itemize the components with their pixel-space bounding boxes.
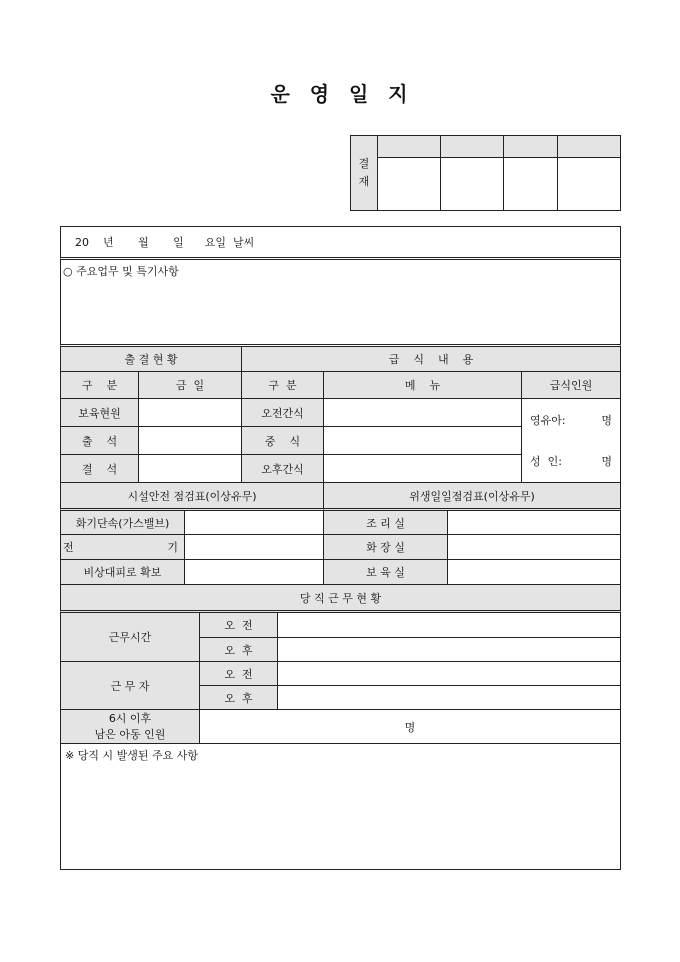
electric-label-left: 전	[63, 541, 74, 554]
meal-row-label: 중 식	[241, 426, 324, 455]
facility-check-input[interactable]	[184, 534, 324, 560]
after-six-label	[60, 709, 200, 744]
approval-sign-cell[interactable]	[503, 157, 558, 211]
infant-label: 영유아:	[530, 413, 566, 427]
date-weather-row[interactable]: 20 년 월 일 요일 날씨	[60, 226, 621, 260]
work-time-pm-input[interactable]	[277, 637, 621, 662]
approval-header-cell	[503, 135, 558, 158]
meals-col-category: 구 분	[241, 371, 324, 399]
page-title: 운 영 일 지	[270, 82, 410, 106]
approval-sign-cell[interactable]	[440, 157, 504, 211]
remaining-children-input[interactable]	[199, 709, 621, 744]
count-unit: 명	[404, 720, 416, 734]
worker-am-input[interactable]	[277, 661, 621, 686]
meals-col-menu: 메 뉴	[323, 371, 522, 399]
hygiene-check-input[interactable]	[447, 559, 621, 585]
attendance-row-label: 결 석	[60, 454, 139, 483]
hygiene-check-header: 위생일일점검표(이상유무)	[323, 482, 621, 511]
approval-header-cell	[440, 135, 504, 158]
work-time-am-input[interactable]	[277, 612, 621, 638]
adult-unit: 명	[601, 455, 612, 469]
meal-count-field[interactable]	[521, 398, 621, 483]
pm-label: 오 후	[199, 685, 278, 710]
facility-safety-header: 시설안전 점검표(이상유무)	[60, 482, 324, 511]
approval-header-cell	[557, 135, 621, 158]
facility-row-label: 비상대피로 확보	[60, 559, 185, 585]
attendance-value-input[interactable]	[138, 426, 242, 455]
hygiene-check-input[interactable]	[447, 510, 621, 535]
meal-row-label: 오전간식	[241, 398, 324, 427]
pm-label: 오 후	[199, 637, 278, 662]
hygiene-row-label: 보 육 실	[323, 559, 448, 585]
approval-label: 결 재	[350, 135, 378, 211]
worker-pm-input[interactable]	[277, 685, 621, 710]
meal-row-label: 오후간식	[241, 454, 324, 483]
attendance-header: 출 결 현 황	[60, 346, 242, 372]
attendance-value-input[interactable]	[138, 398, 242, 427]
attendance-col-category: 구 분	[60, 371, 139, 399]
facility-row-label: 화기단속(가스밸브)	[60, 510, 185, 535]
duty-notes-field[interactable]: ※ 당직 시 발생된 주요 사항	[60, 743, 621, 870]
attendance-row-label: 보육현원	[60, 398, 139, 427]
attendance-value-input[interactable]	[138, 454, 242, 483]
approval-sign-cell[interactable]	[377, 157, 441, 211]
special-notes-field[interactable]: ○ 주요업무 및 특기사항	[60, 259, 621, 347]
adult-label: 성 인:	[530, 455, 562, 469]
hygiene-row-label: 조 리 실	[323, 510, 448, 535]
am-label: 오 전	[199, 661, 278, 686]
facility-row-electric	[60, 534, 185, 560]
menu-input[interactable]	[323, 426, 522, 455]
approval-header-cell	[377, 135, 441, 158]
meals-col-count: 급식인원	[521, 371, 621, 399]
hygiene-check-input[interactable]	[447, 534, 621, 560]
electric-label-right: 기	[167, 541, 178, 554]
hygiene-row-label: 화 장 실	[323, 534, 448, 560]
worker-label: 근 무 자	[60, 661, 200, 710]
attendance-row-label: 출 석	[60, 426, 139, 455]
after-six-line1: 6시 이후	[108, 711, 152, 725]
duty-status-header: 당 직 근 무 현 황	[60, 584, 621, 613]
infant-unit: 명	[601, 413, 612, 427]
attendance-col-today: 금 일	[138, 371, 242, 399]
facility-check-input[interactable]	[184, 559, 324, 585]
work-time-label: 근무시간	[60, 612, 200, 662]
am-label: 오 전	[199, 612, 278, 638]
facility-check-input[interactable]	[184, 510, 324, 535]
after-six-line2: 남은 아동 인원	[94, 727, 166, 741]
meals-header: 급 식 내 용	[241, 346, 621, 372]
menu-input[interactable]	[323, 454, 522, 483]
menu-input[interactable]	[323, 398, 522, 427]
approval-sign-cell[interactable]	[557, 157, 621, 211]
